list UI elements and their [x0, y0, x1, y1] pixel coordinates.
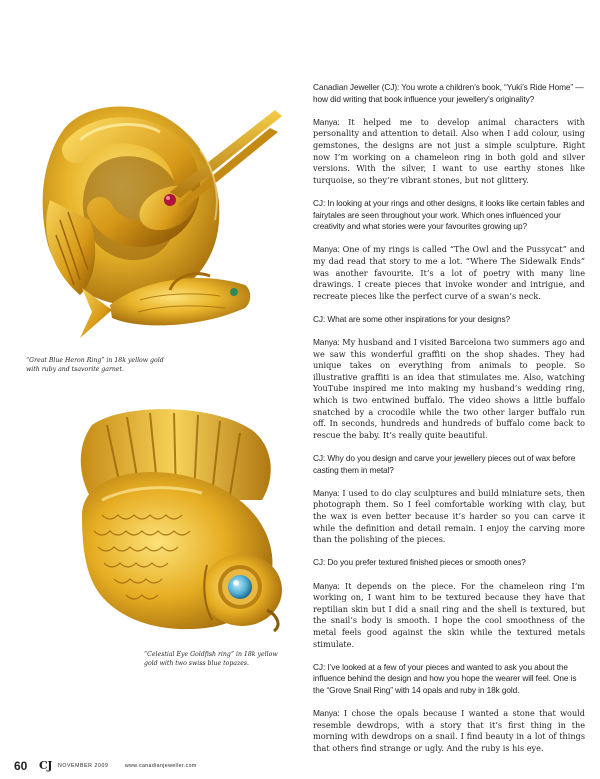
- question-text: I’ve looked at a few of your pieces and wanted to ask you about the influence behind the design and how you hope the wearer will feel. One is the “Grove Snail Ring” with 14 opals and ruby in 18k gold.: [313, 661, 577, 695]
- speaker-label: Manya:: [313, 337, 340, 348]
- interview-question: [313, 557, 585, 569]
- goldfish-ring-photo: [62, 405, 290, 640]
- speaker-label: Canadian Jeweller (CJ):: [313, 82, 400, 92]
- interview-question: [313, 453, 585, 476]
- interview-answer: [313, 488, 585, 546]
- question-text: Why do you design and carve your jewellery pieces out of wax before casting them in metal?: [313, 453, 576, 475]
- image-column: [0, 0, 300, 760]
- speaker-label: Manya:: [313, 116, 340, 127]
- heron-ring-caption: “Great Blue Heron Ring” in 18k yellow gold with ruby and tsavorite garnet.: [26, 357, 164, 373]
- answer-text: One of my rings is called “The Owl and the Pussycat” and my dad read that story to me a lot. “Where The Sidewalk Ends” was another favourite. It’s a lot of poetry with many line drawings. I create pieces that invoke wonder and intrigue, and recreate pieces like the perfect curve of a swan’s neck.: [313, 244, 585, 301]
- answer-text: I chose the opals because I wanted a stone that would resemble dewdrops, with a story that it’s first thing in the morning with dewdrops on a snail. I find beauty in a lot of things that others find strange or ugly. And the ruby is his eye.: [313, 708, 585, 753]
- question-text: What are some other inspirations for your designs?: [325, 313, 511, 324]
- interview-question: [313, 82, 585, 105]
- interview-question: [313, 314, 585, 326]
- interview-answer: [313, 581, 585, 651]
- speaker-label: Manya:: [313, 580, 340, 591]
- speaker-label: CJ:: [313, 313, 326, 324]
- magazine-logo: CJ: [39, 759, 52, 772]
- website-link[interactable]: www.canadianjeweller.com: [125, 763, 197, 769]
- speaker-label: CJ:: [313, 661, 326, 672]
- answer-text: I used to do clay sculptures and build miniature sets, then photograph them. So I feel comfortable working with clay, but the wax is even better because it’s harder so you can carve it while the definition and detail remain. I enjoy the carving more than the polishing of the pieces.: [313, 487, 585, 545]
- interview-answer: [313, 337, 585, 441]
- heron-ring-photo: [20, 80, 290, 370]
- answer-text: My husband and I visited Barcelona two summers ago and we saw this wonderful graffiti on the shop shades. They had unique takes on everything from animals to people. So illustrative graffiti is an idea that stimulates me. Also, watching YouTube inspired me into making my husband’s wedding ring, which is two entwined buffalo. The video shows a little buffalo snatched by a crocodile while the two other larger buffalo run off. In seconds, hundreds and hundreds of buffalo come back to rescue the baby. It’s really quite beautiful.: [313, 337, 585, 440]
- page-footer: [0, 759, 600, 777]
- interview-answer: [313, 244, 585, 302]
- interview-question: [313, 662, 585, 697]
- question-text: Do you prefer textured finished pieces or smooth ones?: [325, 557, 526, 568]
- article-column: [313, 82, 585, 766]
- page-number: 60: [14, 759, 28, 773]
- speaker-label: Manya:: [313, 487, 340, 498]
- issue-date: NOVEMBER 2009: [58, 763, 109, 769]
- interview-answer: [313, 708, 585, 754]
- question-text: In looking at your rings and other designs, it looks like certain fables and fairytales are seen throughout your work. Which ones influenced your creativity and what stories were your favourites growing up?: [313, 197, 585, 232]
- goldfish-ring-caption: “Celestial Eye Goldfish ring” in 18k yellow gold with two swiss blue topazes.: [144, 651, 278, 667]
- answer-text: It depends on the piece. For the chameleon ring I’m working on, I want him to be textured because they have that reptilian skin but I did a snail ring and the shell is textured, but the snail’s body is smooth. I hope the cool smoothness of the metal feels good against the skin while the textured metals stimulate.: [313, 580, 585, 649]
- goldfish-ring-icon: [62, 405, 290, 640]
- question-text: You wrote a children’s book, “Yuki’s Ride Home” — how did writing that book influence your jewellery’s originality?: [313, 82, 584, 104]
- heron-ring-icon: [20, 80, 290, 370]
- speaker-label: CJ:: [313, 197, 326, 208]
- speaker-label: Manya:: [313, 244, 340, 255]
- interview-answer: [313, 117, 585, 187]
- speaker-label: Manya:: [313, 708, 340, 719]
- answer-text: It helped me to develop animal characters with personality and attention to detail. Also when I add colour, using gemstones, the designs are not just a simple sculpture. Right now I’m working on a chameleon ring in both gold and silver versions. With the silver, I want to use earthy stones like turquoise, so they’re vibrant stones, but not glittery.: [313, 116, 585, 185]
- speaker-label: CJ:: [313, 453, 326, 463]
- speaker-label: CJ:: [313, 557, 326, 568]
- interview-question: [313, 198, 585, 233]
